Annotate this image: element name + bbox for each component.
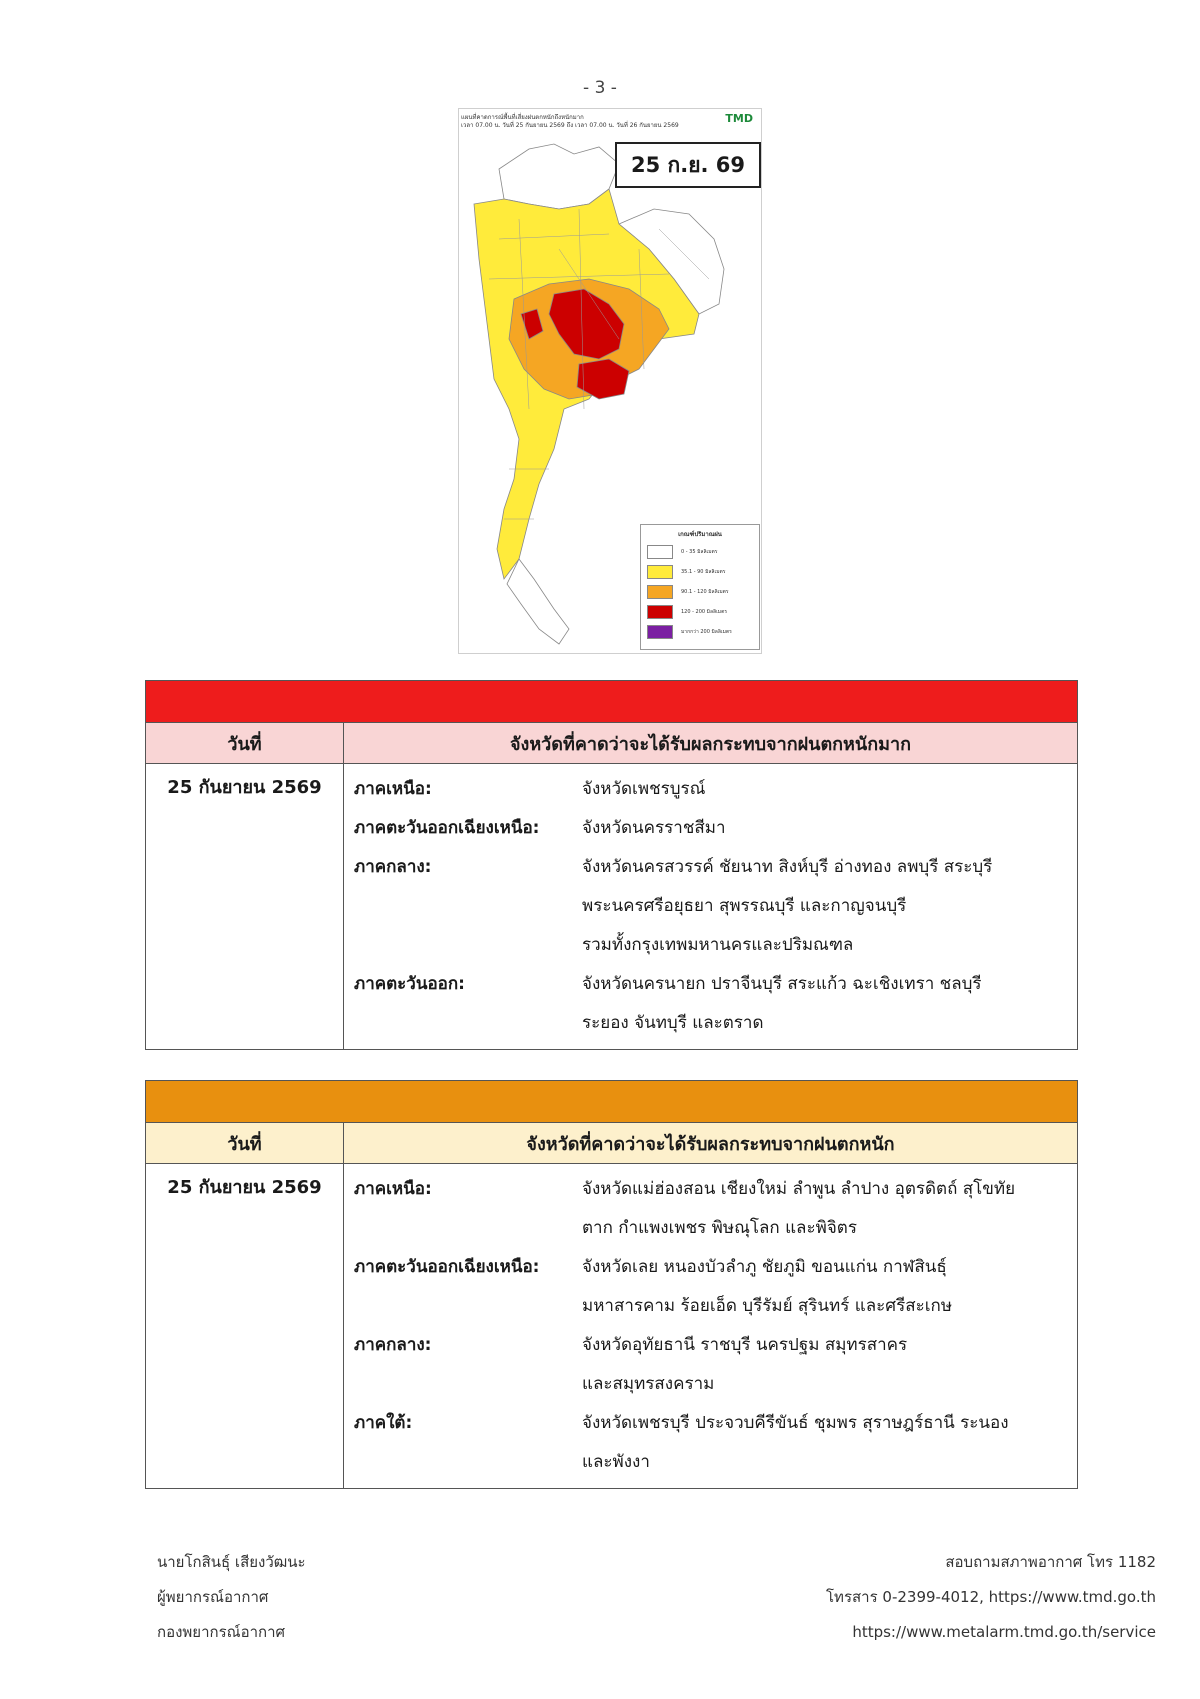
legend-swatch xyxy=(647,565,673,579)
region-provinces xyxy=(582,770,1067,809)
alert-color-bar xyxy=(146,1081,1077,1123)
table-row xyxy=(146,1164,1077,1488)
row-date: 25 กันยายน 2569 xyxy=(146,1164,344,1488)
column-header-date: วันที่ xyxy=(146,723,344,763)
provinces-line: ระยอง จันทบุรี และตราด xyxy=(582,1013,764,1033)
forecaster-name: นายโกสินธุ์ เสียงวัฒนะ xyxy=(157,1553,306,1571)
legend-item xyxy=(641,562,759,582)
legend-swatch xyxy=(647,625,673,639)
region-provinces xyxy=(582,1248,1067,1326)
provinces-line: จังหวัดนครนายก ปราจีนบุรี สระแก้ว ฉะเชิงเทรา ชลบุรี xyxy=(582,974,982,994)
region-name: ภาคตะวันออกเฉียงเหนือ: xyxy=(354,1257,540,1277)
map-date-label: 25 ก.ย. 69 xyxy=(615,142,761,188)
region-name: ภาคเหนือ: xyxy=(354,779,432,799)
contact-fax-website: โทรสาร 0-2399-4012, https://www.tmd.go.th xyxy=(826,1588,1156,1606)
region-northeast xyxy=(354,1248,1067,1326)
region-south xyxy=(354,1404,1067,1482)
region-provinces xyxy=(582,1404,1067,1482)
legend-swatch xyxy=(647,605,673,619)
provinces-line: จังหวัดเพชรบูรณ์ xyxy=(582,779,706,799)
region-provinces xyxy=(582,848,1067,965)
region-name: ภาคเหนือ: xyxy=(354,1179,432,1199)
provinces-line: ตาก กำแพงเพชร พิษณุโลก และพิจิตร xyxy=(582,1218,857,1238)
region-provinces xyxy=(582,1170,1067,1248)
region-name: ภาคกลาง: xyxy=(354,857,432,877)
column-header-provinces: จังหวัดที่คาดว่าจะได้รับผลกระทบจากฝนตกหนักมาก xyxy=(509,733,911,755)
region-north xyxy=(354,1170,1067,1248)
forecaster-title: ผู้พยากรณ์อากาศ xyxy=(157,1588,269,1606)
page-number: - 3 - xyxy=(583,78,617,98)
legend-label: มากกว่า 200 มิลลิเมตร xyxy=(681,629,732,635)
legend-item xyxy=(641,602,759,622)
region-name: ภาคกลาง: xyxy=(354,1335,432,1355)
region-east xyxy=(354,965,1067,1043)
region-name: ภาคใต้: xyxy=(354,1413,413,1433)
region-name: ภาคตะวันออก: xyxy=(354,974,465,994)
provinces-line: รวมทั้งกรุงเทพมหานครและปริมณฑล xyxy=(582,935,854,955)
region-north xyxy=(354,770,1067,809)
column-header-date: วันที่ xyxy=(146,1123,344,1163)
region-list xyxy=(344,764,1077,1049)
legend-item xyxy=(641,542,759,562)
forecaster-signature-block xyxy=(157,1545,306,1650)
tmd-logo: TMD xyxy=(725,112,753,125)
provinces-line: และพังงา xyxy=(582,1452,650,1472)
provinces-line: จังหวัดนครราชสีมา xyxy=(582,818,726,838)
region-provinces xyxy=(582,1326,1067,1404)
table-header xyxy=(146,1123,1077,1164)
legend-swatch xyxy=(647,545,673,559)
region-central xyxy=(354,848,1067,965)
legend-label: 35.1 - 90 มิลลิเมตร xyxy=(681,569,726,575)
very-heavy-rain-table xyxy=(145,680,1078,1050)
legend-title: เกณฑ์ปริมาณฝน xyxy=(678,531,722,538)
map-header-line2: เวลา 07.00 น. วันที่ 25 กันยายน 2569 ถึง เวลา 07.00 น. วันที่ 26 กันยายน 2569 xyxy=(461,122,679,129)
provinces-line: จังหวัดอุทัยธานี ราชบุรี นครปฐม สมุทรสาคร xyxy=(582,1335,908,1355)
provinces-line: จังหวัดแม่ฮ่องสอน เชียงใหม่ ลำพูน ลำปาง อุตรดิตถ์ สุโขทัย xyxy=(582,1179,1016,1199)
alert-color-bar xyxy=(146,681,1077,723)
table-row xyxy=(146,764,1077,1049)
map-region-south-white xyxy=(507,559,569,644)
provinces-line: พระนครศรีอยุธยา สุพรรณบุรี และกาญจนบุรี xyxy=(582,896,907,916)
region-northeast xyxy=(354,809,1067,848)
provinces-line: จังหวัดเลย หนองบัวลำภู ชัยภูมิ ขอนแก่น กาฬสินธุ์ xyxy=(582,1257,947,1277)
contact-phone: สอบถามสภาพอากาศ โทร 1182 xyxy=(945,1553,1156,1571)
legend-item xyxy=(641,582,759,602)
map-header xyxy=(461,114,701,130)
region-provinces xyxy=(582,809,1067,848)
forecast-division: กองพยากรณ์อากาศ xyxy=(157,1623,286,1641)
row-date: 25 กันยายน 2569 xyxy=(146,764,344,1049)
provinces-line: และสมุทรสงคราม xyxy=(582,1374,715,1394)
map-legend xyxy=(640,524,760,650)
heavy-rain-table xyxy=(145,1080,1078,1489)
region-central xyxy=(354,1326,1067,1404)
legend-swatch xyxy=(647,585,673,599)
table-header xyxy=(146,723,1077,764)
legend-label: 120 - 200 มิลลิเมตร xyxy=(681,609,728,615)
map-header-line1: แผนที่คาดการณ์พื้นที่เสี่ยงฝนตกหนักถึงหนักมาก xyxy=(461,114,584,121)
provinces-line: จังหวัดนครสวรรค์ ชัยนาท สิงห์บุรี อ่างทอง ลพบุรี สระบุรี xyxy=(582,857,993,877)
legend-item xyxy=(641,622,759,642)
legend-label: 0 - 35 มิลลิเมตร xyxy=(681,549,718,555)
provinces-line: มหาสารคาม ร้อยเอ็ด บุรีรัมย์ สุรินทร์ และศรีสะเกษ xyxy=(582,1296,953,1316)
region-provinces xyxy=(582,965,1067,1043)
rain-risk-map xyxy=(458,108,762,654)
contact-block xyxy=(826,1545,1156,1650)
provinces-line: จังหวัดเพชรบุรี ประจวบคีรีขันธ์ ชุมพร สุราษฎร์ธานี ระนอง xyxy=(582,1413,1009,1433)
legend-label: 90.1 - 120 มิลลิเมตร xyxy=(681,589,729,595)
contact-service-link[interactable]: https://www.metalarm.tmd.go.th/service xyxy=(852,1623,1156,1641)
region-list xyxy=(344,1164,1077,1488)
column-header-provinces: จังหวัดที่คาดว่าจะได้รับผลกระทบจากฝนตกหนัก xyxy=(526,1133,895,1155)
region-name: ภาคตะวันออกเฉียงเหนือ: xyxy=(354,818,540,838)
